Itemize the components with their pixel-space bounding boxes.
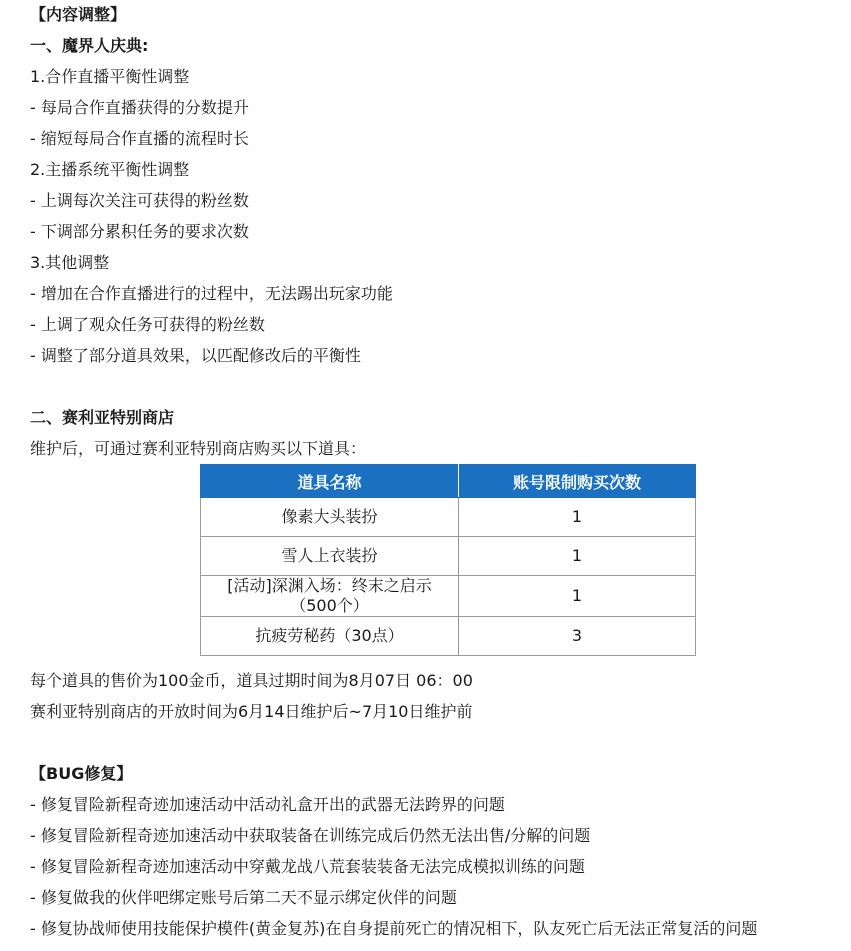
bugfix-header: 【BUG修复】 [30,764,133,783]
list-item: 3.其他调整 [30,253,110,272]
list-item: - 缩短每局合作直播的流程时长 [30,129,249,148]
list-item: - 增加在合作直播进行的过程中，无法踢出玩家功能 [30,284,393,303]
bugfix-item: - 修复做我的伙伴吧绑定账号后第二天不显示绑定伙伴的问题 [30,888,457,907]
table-row [201,537,696,576]
bugfix-item: - 修复冒险新程奇迹加速活动中穿戴龙战八荒套装装备无法完成模拟训练的问题 [30,857,585,876]
item-name-cell: 抗疲劳秘药（30点） [201,617,459,656]
table-header-row [201,465,696,498]
shop-items-table [200,464,696,656]
list-item: 2.主播系统平衡性调整 [30,160,190,179]
list-item: - 下调部分累积任务的要求次数 [30,222,249,241]
purchase-limit-cell: 3 [459,617,696,656]
table-row [201,498,696,537]
item-name-cell: [活动]深渊入场：终末之启示（500个） [201,576,459,617]
open-time-note: 赛利亚特别商店的开放时间为6月14日维护后~7月10日维护前 [30,702,473,721]
table-row [201,617,696,656]
bugfix-item: - 修复协战师使用技能保护模件(黄金复苏)在自身提前死亡的情况相下，队友死亡后无法正常复活的问题 [30,919,758,938]
list-item: - 每局合作直播获得的分数提升 [30,98,249,117]
section-1-title: 一、魔界人庆典: [30,36,149,55]
list-item: 1.合作直播平衡性调整 [30,67,190,86]
purchase-limit-cell: 1 [459,576,696,617]
list-item: - 调整了部分道具效果，以匹配修改后的平衡性 [30,346,361,365]
item-name-cell: 雪人上衣装扮 [201,537,459,576]
section-2-title: 二、赛利亚特别商店 [30,408,175,427]
bugfix-item: - 修复冒险新程奇迹加速活动中获取装备在训练完成后仍然无法出售/分解的问题 [30,826,591,845]
price-note: 每个道具的售价为100金币，道具过期时间为8月07日 06：00 [30,671,473,690]
section-2-intro: 维护后，可通过赛利亚特别商店购买以下道具： [30,439,367,458]
column-header-purchase-limit: 账号限制购买次数 [459,465,696,498]
item-name-cell: 像素大头装扮 [201,498,459,537]
column-header-item-name: 道具名称 [201,465,459,498]
list-item: - 上调每次关注可获得的粉丝数 [30,191,249,210]
purchase-limit-cell: 1 [459,537,696,576]
list-item: - 上调了观众任务可获得的粉丝数 [30,315,265,334]
content-adjust-header: 【内容调整】 [30,5,127,24]
table-row [201,576,696,617]
bugfix-item: - 修复冒险新程奇迹加速活动中活动礼盒开出的武器无法跨界的问题 [30,795,505,814]
purchase-limit-cell: 1 [459,498,696,537]
